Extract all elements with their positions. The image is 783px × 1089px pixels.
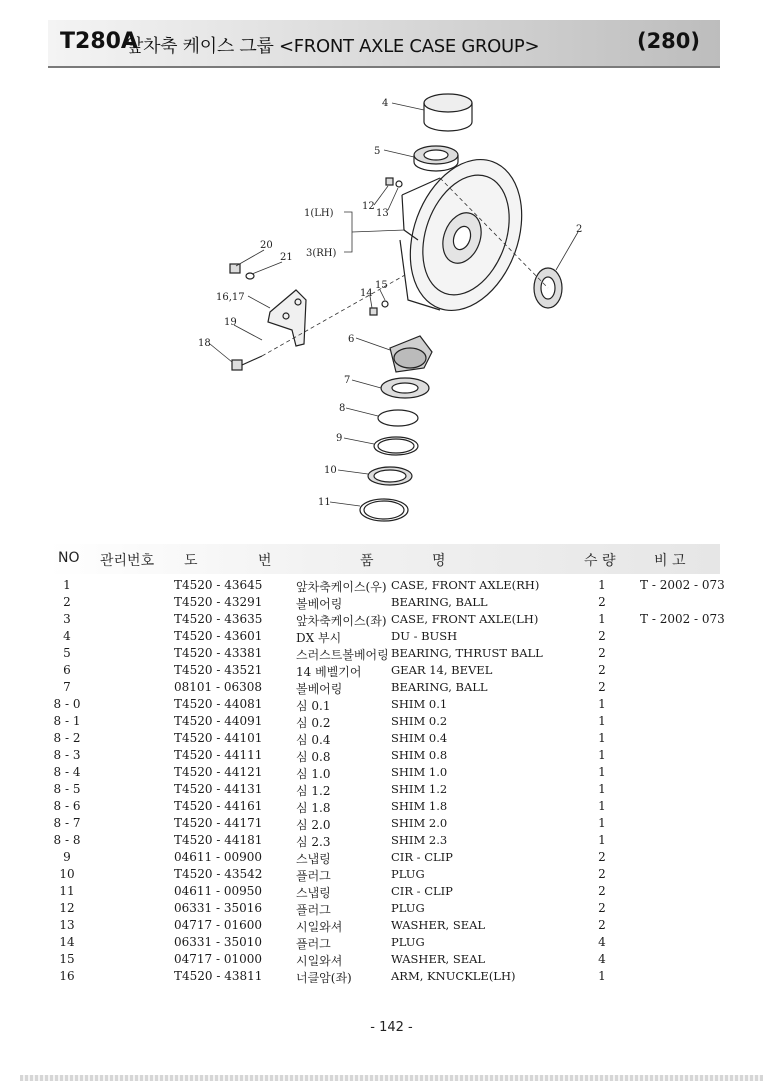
row-part-number: T4520 - 44181 <box>174 833 263 847</box>
callout-8: 8 <box>339 403 346 414</box>
row-part-number: T4520 - 43601 <box>174 629 263 643</box>
table-row <box>0 731 783 748</box>
row-qty: 1 <box>598 765 606 779</box>
row-english-name: SHIM 1.8 <box>391 799 448 813</box>
row-korean-name: 14 베벨기어 <box>296 665 362 679</box>
row-qty: 1 <box>598 833 606 847</box>
row-korean-name: 시일와셔 <box>296 920 343 934</box>
row-english-name: SHIM 2.3 <box>391 833 448 847</box>
row-qty: 2 <box>598 595 606 609</box>
table-row <box>0 578 783 595</box>
row-no: 8 - 2 <box>53 731 81 745</box>
row-english-name: SHIM 0.8 <box>391 748 448 762</box>
row-english-name: CASE, FRONT AXLE(LH) <box>391 612 539 626</box>
callout-4: 4 <box>382 98 389 109</box>
row-qty: 1 <box>598 578 606 592</box>
row-no: 8 - 4 <box>53 765 81 779</box>
row-part-number: T4520 - 44121 <box>174 765 263 779</box>
part-16-knuckle-arm <box>268 290 306 346</box>
row-english-name: ARM, KNUCKLE(LH) <box>391 969 516 983</box>
callout-21: 21 <box>280 252 293 263</box>
header-remarks: 비 고 <box>654 553 686 569</box>
row-part-number: T4520 - 43811 <box>174 969 263 983</box>
row-korean-name: 앞차축케이스(우) <box>296 580 387 594</box>
callout-12: 12 <box>362 201 375 212</box>
header-qty: 수 량 <box>584 553 616 569</box>
group-title: 앞차축 케이스 그룹 <FRONT AXLE CASE GROUP> <box>126 36 540 57</box>
row-no: 9 <box>63 850 71 864</box>
callout-2: 2 <box>576 224 583 235</box>
row-english-name: WASHER, SEAL <box>391 918 486 932</box>
row-korean-name: 심 2.3 <box>296 835 331 849</box>
row-part-number: 04611 - 00950 <box>174 884 263 898</box>
row-part-number: 06331 - 35010 <box>174 935 263 949</box>
row-no: 5 <box>63 646 71 660</box>
row-part-number: 04717 - 01600 <box>174 918 263 932</box>
row-part-number: 08101 - 06308 <box>174 680 263 694</box>
callout-15: 15 <box>375 280 388 291</box>
row-qty: 1 <box>598 612 606 626</box>
row-qty: 1 <box>598 697 606 711</box>
row-korean-name: 심 1.2 <box>296 784 331 798</box>
row-no: 13 <box>59 918 75 932</box>
row-korean-name: 너클암(좌) <box>296 971 352 985</box>
table-row <box>0 952 783 969</box>
part-7-bearing <box>381 378 429 398</box>
callout-14: 14 <box>360 288 373 299</box>
row-no: 10 <box>59 867 75 881</box>
table-row <box>0 969 783 986</box>
row-english-name: GEAR 14, BEVEL <box>391 663 493 677</box>
table-row <box>0 918 783 935</box>
row-qty: 1 <box>598 816 606 830</box>
row-english-name: CASE, FRONT AXLE(RH) <box>391 578 540 592</box>
row-part-number: T4520 - 44131 <box>174 782 263 796</box>
row-part-number: T4520 - 43291 <box>174 595 263 609</box>
callout-16-17: 16,17 <box>216 292 245 303</box>
page-number: - 142 - <box>370 1020 413 1035</box>
row-qty: 2 <box>598 867 606 881</box>
part-14-plug <box>370 301 388 315</box>
row-part-number: T4520 - 44081 <box>174 697 263 711</box>
row-no: 8 - 7 <box>53 816 81 830</box>
row-korean-name: 볼베어링 <box>296 682 343 696</box>
row-no: 7 <box>63 680 71 694</box>
part-8-shim <box>378 410 418 426</box>
row-no: 14 <box>59 935 75 949</box>
row-korean-name: 심 1.8 <box>296 801 331 815</box>
table-row <box>0 629 783 646</box>
row-qty: 1 <box>598 782 606 796</box>
table-row <box>0 782 783 799</box>
row-part-number: T4520 - 43521 <box>174 663 263 677</box>
callout-10: 10 <box>324 465 337 476</box>
row-part-number: T4520 - 44161 <box>174 799 263 813</box>
row-part-number: T4520 - 44101 <box>174 731 263 745</box>
row-part-number: T4520 - 43645 <box>174 578 263 592</box>
row-qty: 4 <box>598 952 606 966</box>
row-korean-name: 심 0.4 <box>296 733 331 747</box>
table-row <box>0 867 783 884</box>
table-row <box>0 816 783 833</box>
row-english-name: SHIM 2.0 <box>391 816 448 830</box>
row-qty: 1 <box>598 748 606 762</box>
row-qty: 2 <box>598 901 606 915</box>
part-11-circlip <box>360 499 408 521</box>
front-axle-case <box>390 144 541 326</box>
row-no: 8 - 3 <box>53 748 81 762</box>
table-row <box>0 901 783 918</box>
row-qty: 2 <box>598 646 606 660</box>
row-part-number: T4520 - 43542 <box>174 867 263 881</box>
row-part-number: T4520 - 43381 <box>174 646 263 660</box>
row-korean-name: 심 0.1 <box>296 699 331 713</box>
row-korean-name: 플러그 <box>296 937 331 951</box>
header-beon: 번 <box>258 553 272 569</box>
row-korean-name: 심 2.0 <box>296 818 331 832</box>
part-12-plug <box>386 178 402 187</box>
callout-3-rh: 3(RH) <box>306 248 337 259</box>
row-korean-name: 앞차축케이스(좌) <box>296 614 387 628</box>
row-korean-name: 스러스트볼베어링 <box>296 648 389 662</box>
row-no: 8 - 6 <box>53 799 81 813</box>
row-korean-name: 스냅링 <box>296 886 331 900</box>
table-row <box>0 663 783 680</box>
row-qty: 2 <box>598 663 606 677</box>
table-row <box>0 935 783 952</box>
row-part-number: T4520 - 43635 <box>174 612 263 626</box>
row-english-name: SHIM 1.2 <box>391 782 448 796</box>
callout-7: 7 <box>344 375 351 386</box>
header-pum: 품 <box>360 553 374 569</box>
table-row <box>0 680 783 697</box>
row-korean-name: 시일와셔 <box>296 954 343 968</box>
row-no: 6 <box>63 663 71 677</box>
row-part-number: T4520 - 44091 <box>174 714 263 728</box>
row-no: 4 <box>63 629 71 643</box>
table-row <box>0 799 783 816</box>
part-9-circlip <box>374 437 418 455</box>
row-english-name: CIR - CLIP <box>391 884 453 898</box>
row-korean-name: 볼베어링 <box>296 597 343 611</box>
callout-11: 11 <box>318 497 331 508</box>
row-english-name: PLUG <box>391 901 425 915</box>
callout-1-lh: 1(LH) <box>304 208 334 219</box>
row-qty: 1 <box>598 714 606 728</box>
part-4-bush <box>424 94 472 131</box>
row-no: 8 - 8 <box>53 833 81 847</box>
row-english-name: CIR - CLIP <box>391 850 453 864</box>
row-english-name: SHIM 0.4 <box>391 731 448 745</box>
row-no: 3 <box>63 612 71 626</box>
row-english-name: DU - BUSH <box>391 629 458 643</box>
table-row <box>0 884 783 901</box>
row-no: 1 <box>63 578 71 592</box>
row-english-name: SHIM 1.0 <box>391 765 448 779</box>
row-korean-name: 심 0.8 <box>296 750 331 764</box>
row-no: 16 <box>59 969 75 983</box>
row-korean-name: 스냅링 <box>296 852 331 866</box>
callout-5: 5 <box>374 146 381 157</box>
page-code: (280) <box>636 29 700 53</box>
row-remarks: T - 2002 - 073 <box>640 578 725 592</box>
table-row <box>0 714 783 731</box>
part-5-thrust-bearing <box>414 146 458 171</box>
row-qty: 4 <box>598 935 606 949</box>
row-english-name: PLUG <box>391 935 425 949</box>
callout-19: 19 <box>224 317 237 328</box>
part-6-bevel-gear <box>390 336 432 372</box>
table-row <box>0 646 783 663</box>
row-no: 8 - 1 <box>53 714 81 728</box>
row-part-number: T4520 - 44111 <box>174 748 263 762</box>
row-part-number: T4520 - 44171 <box>174 816 263 830</box>
row-korean-name: 플러그 <box>296 869 331 883</box>
part-20-bolt <box>230 264 254 279</box>
table-row <box>0 612 783 629</box>
row-qty: 2 <box>598 680 606 694</box>
row-no: 15 <box>59 952 75 966</box>
row-korean-name: 플러그 <box>296 903 331 917</box>
row-qty: 2 <box>598 629 606 643</box>
row-english-name: WASHER, SEAL <box>391 952 486 966</box>
row-english-name: BEARING, BALL <box>391 595 488 609</box>
model-code: T280A <box>60 29 138 54</box>
row-no: 8 - 5 <box>53 782 81 796</box>
table-row <box>0 765 783 782</box>
row-english-name: PLUG <box>391 867 425 881</box>
exploded-parts-diagram <box>0 0 783 540</box>
table-row <box>0 595 783 612</box>
header-myeong: 명 <box>432 553 446 569</box>
callout-13: 13 <box>376 208 389 219</box>
row-korean-name: 심 0.2 <box>296 716 331 730</box>
table-row <box>0 697 783 714</box>
table-row <box>0 850 783 867</box>
part-10-plug <box>368 467 412 485</box>
row-qty: 1 <box>598 799 606 813</box>
header-no: NO <box>58 550 80 566</box>
table-row <box>0 833 783 850</box>
row-part-number: 06331 - 35016 <box>174 901 263 915</box>
row-english-name: SHIM 0.1 <box>391 697 448 711</box>
row-qty: 1 <box>598 969 606 983</box>
row-korean-name: 심 1.0 <box>296 767 331 781</box>
row-part-number: 04611 - 00900 <box>174 850 263 864</box>
row-qty: 2 <box>598 850 606 864</box>
callout-20: 20 <box>260 240 273 251</box>
row-no: 12 <box>59 901 75 915</box>
row-no: 2 <box>63 595 71 609</box>
header-mgmt-no: 관리번호 <box>100 553 155 569</box>
callout-18: 18 <box>198 338 211 349</box>
parts-table-header <box>48 544 720 574</box>
callout-6: 6 <box>348 334 355 345</box>
row-no: 8 - 0 <box>53 697 81 711</box>
table-row <box>0 748 783 765</box>
row-qty: 2 <box>598 884 606 898</box>
row-qty: 2 <box>598 918 606 932</box>
row-no: 11 <box>59 884 75 898</box>
row-korean-name: DX 부시 <box>296 631 342 645</box>
header-do: 도 <box>184 553 198 569</box>
callout-9: 9 <box>336 433 343 444</box>
row-qty: 1 <box>598 731 606 745</box>
row-english-name: BEARING, THRUST BALL <box>391 646 543 660</box>
row-english-name: SHIM 0.2 <box>391 714 448 728</box>
row-part-number: 04717 - 01000 <box>174 952 263 966</box>
row-english-name: BEARING, BALL <box>391 680 488 694</box>
row-remarks: T - 2002 - 073 <box>640 612 725 626</box>
part-18-bolt <box>232 356 262 370</box>
scan-edge-line <box>20 1075 763 1081</box>
